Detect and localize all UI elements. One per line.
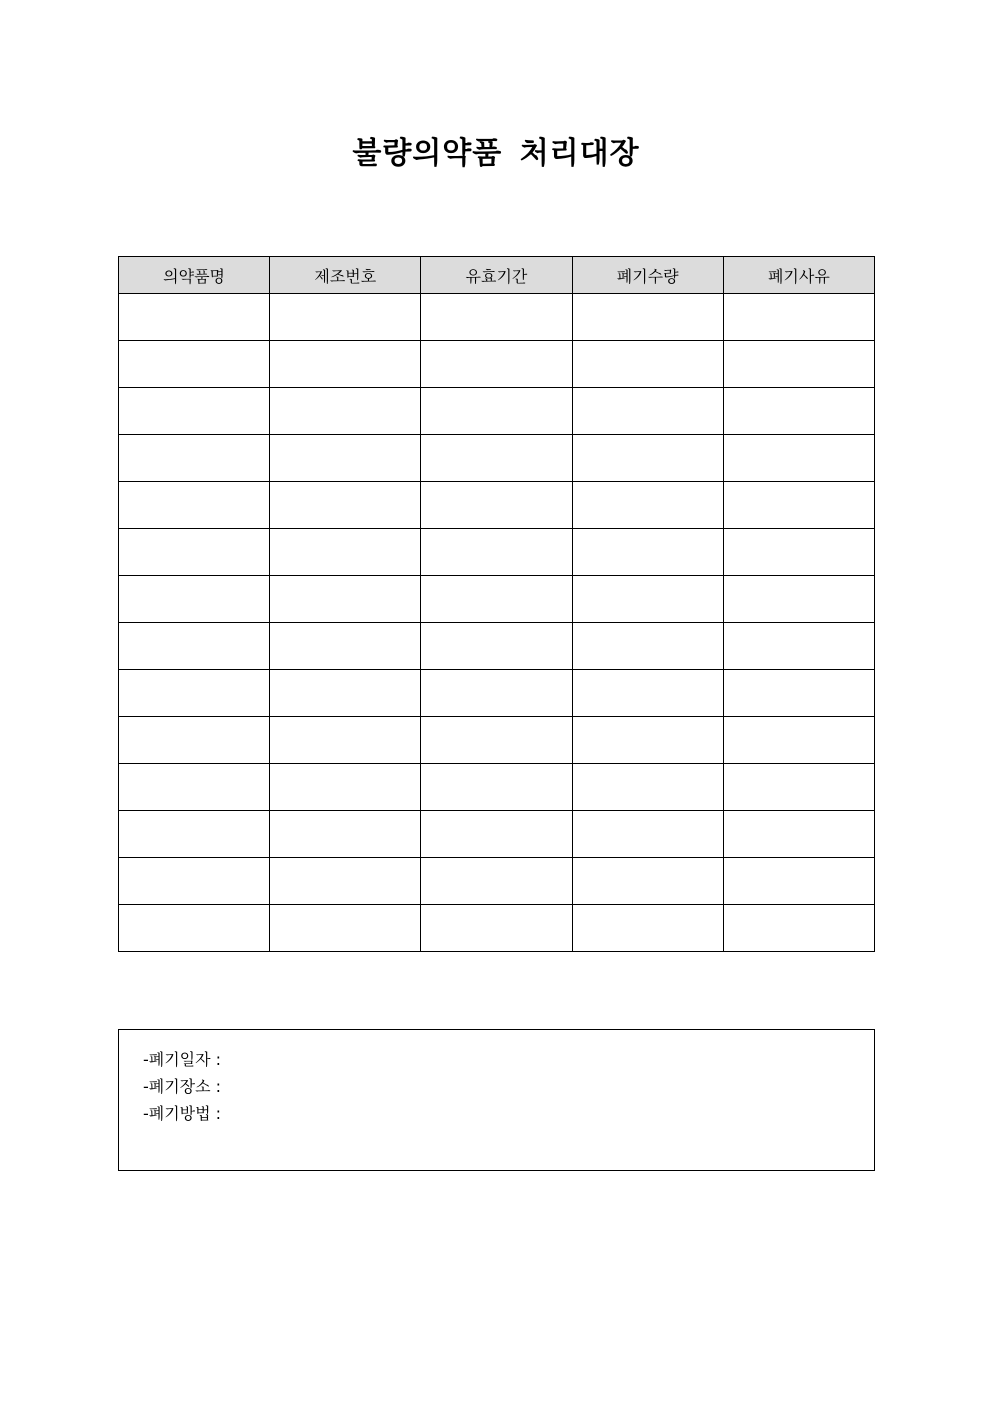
table-cell[interactable] [421, 482, 572, 529]
table-cell[interactable] [421, 435, 572, 482]
table-cell[interactable] [421, 670, 572, 717]
header-disposal-reason: 폐기사유 [723, 257, 874, 294]
table-cell[interactable] [119, 905, 270, 952]
table-cell[interactable] [723, 576, 874, 623]
table-row [119, 388, 875, 435]
table-cell[interactable] [572, 529, 723, 576]
table-cell[interactable] [723, 388, 874, 435]
table-cell[interactable] [270, 341, 421, 388]
table-row [119, 435, 875, 482]
header-disposal-quantity: 폐기수량 [572, 257, 723, 294]
disposal-method-label: -폐기방법 : [143, 1104, 222, 1123]
table-cell[interactable] [119, 858, 270, 905]
table-cell[interactable] [119, 717, 270, 764]
table-cell[interactable] [119, 576, 270, 623]
table-row [119, 670, 875, 717]
table-row [119, 529, 875, 576]
table-cell[interactable] [421, 764, 572, 811]
table-cell[interactable] [572, 811, 723, 858]
table-cell[interactable] [119, 764, 270, 811]
table-cell[interactable] [723, 294, 874, 341]
table-cell[interactable] [723, 529, 874, 576]
table-cell[interactable] [270, 435, 421, 482]
table-cell[interactable] [421, 529, 572, 576]
table-cell[interactable] [270, 717, 421, 764]
table-row [119, 811, 875, 858]
table-cell[interactable] [723, 670, 874, 717]
table-cell[interactable] [723, 764, 874, 811]
table-cell[interactable] [572, 341, 723, 388]
table-cell[interactable] [723, 623, 874, 670]
table-cell[interactable] [723, 435, 874, 482]
table-cell[interactable] [421, 341, 572, 388]
table-cell[interactable] [119, 482, 270, 529]
table-cell[interactable] [270, 482, 421, 529]
table-cell[interactable] [119, 623, 270, 670]
table-cell[interactable] [421, 388, 572, 435]
table-cell[interactable] [723, 482, 874, 529]
table-cell[interactable] [119, 294, 270, 341]
header-expiry-date: 유효기간 [421, 257, 572, 294]
table-cell[interactable] [421, 294, 572, 341]
table-cell[interactable] [119, 670, 270, 717]
table-cell[interactable] [270, 764, 421, 811]
table-cell[interactable] [421, 858, 572, 905]
table-cell[interactable] [270, 576, 421, 623]
table-body [119, 294, 875, 952]
table-cell[interactable] [572, 294, 723, 341]
table-row [119, 858, 875, 905]
table-cell[interactable] [572, 482, 723, 529]
table-cell[interactable] [572, 905, 723, 952]
table-cell[interactable] [119, 435, 270, 482]
table-row [119, 764, 875, 811]
table-cell[interactable] [270, 623, 421, 670]
table-cell[interactable] [421, 623, 572, 670]
table-row [119, 717, 875, 764]
disposal-date-label: -폐기일자 : [143, 1050, 222, 1069]
table-cell[interactable] [270, 294, 421, 341]
table-cell[interactable] [723, 858, 874, 905]
table-cell[interactable] [119, 811, 270, 858]
table-cell[interactable] [270, 670, 421, 717]
table-row [119, 341, 875, 388]
table-cell[interactable] [572, 435, 723, 482]
table-cell[interactable] [421, 576, 572, 623]
table-cell[interactable] [572, 670, 723, 717]
table-cell[interactable] [119, 341, 270, 388]
table-cell[interactable] [270, 811, 421, 858]
table-cell[interactable] [119, 529, 270, 576]
table-cell[interactable] [572, 576, 723, 623]
table-row [119, 905, 875, 952]
table-cell[interactable] [270, 388, 421, 435]
table-cell[interactable] [723, 341, 874, 388]
table-row [119, 294, 875, 341]
table-cell[interactable] [421, 811, 572, 858]
table-cell[interactable] [572, 388, 723, 435]
table-cell[interactable] [421, 905, 572, 952]
table-cell[interactable] [421, 717, 572, 764]
table-cell[interactable] [270, 905, 421, 952]
table-cell[interactable] [270, 858, 421, 905]
page-title: 불량의약품 처리대장 [352, 136, 640, 171]
table-cell[interactable] [572, 717, 723, 764]
disposal-info-box [118, 1029, 875, 1171]
table-row [119, 576, 875, 623]
table-cell[interactable] [572, 623, 723, 670]
header-lot-number: 제조번호 [270, 257, 421, 294]
table-cell[interactable] [572, 764, 723, 811]
table-cell[interactable] [723, 905, 874, 952]
table-row [119, 623, 875, 670]
table-cell[interactable] [572, 858, 723, 905]
header-drug-name: 의약품명 [119, 257, 270, 294]
table-cell[interactable] [119, 388, 270, 435]
table-row [119, 482, 875, 529]
table-cell[interactable] [723, 717, 874, 764]
table-cell[interactable] [270, 529, 421, 576]
disposal-ledger-table [118, 256, 875, 952]
table-header-row [119, 257, 875, 294]
table-cell[interactable] [723, 811, 874, 858]
disposal-place-label: -폐기장소 : [143, 1077, 222, 1096]
